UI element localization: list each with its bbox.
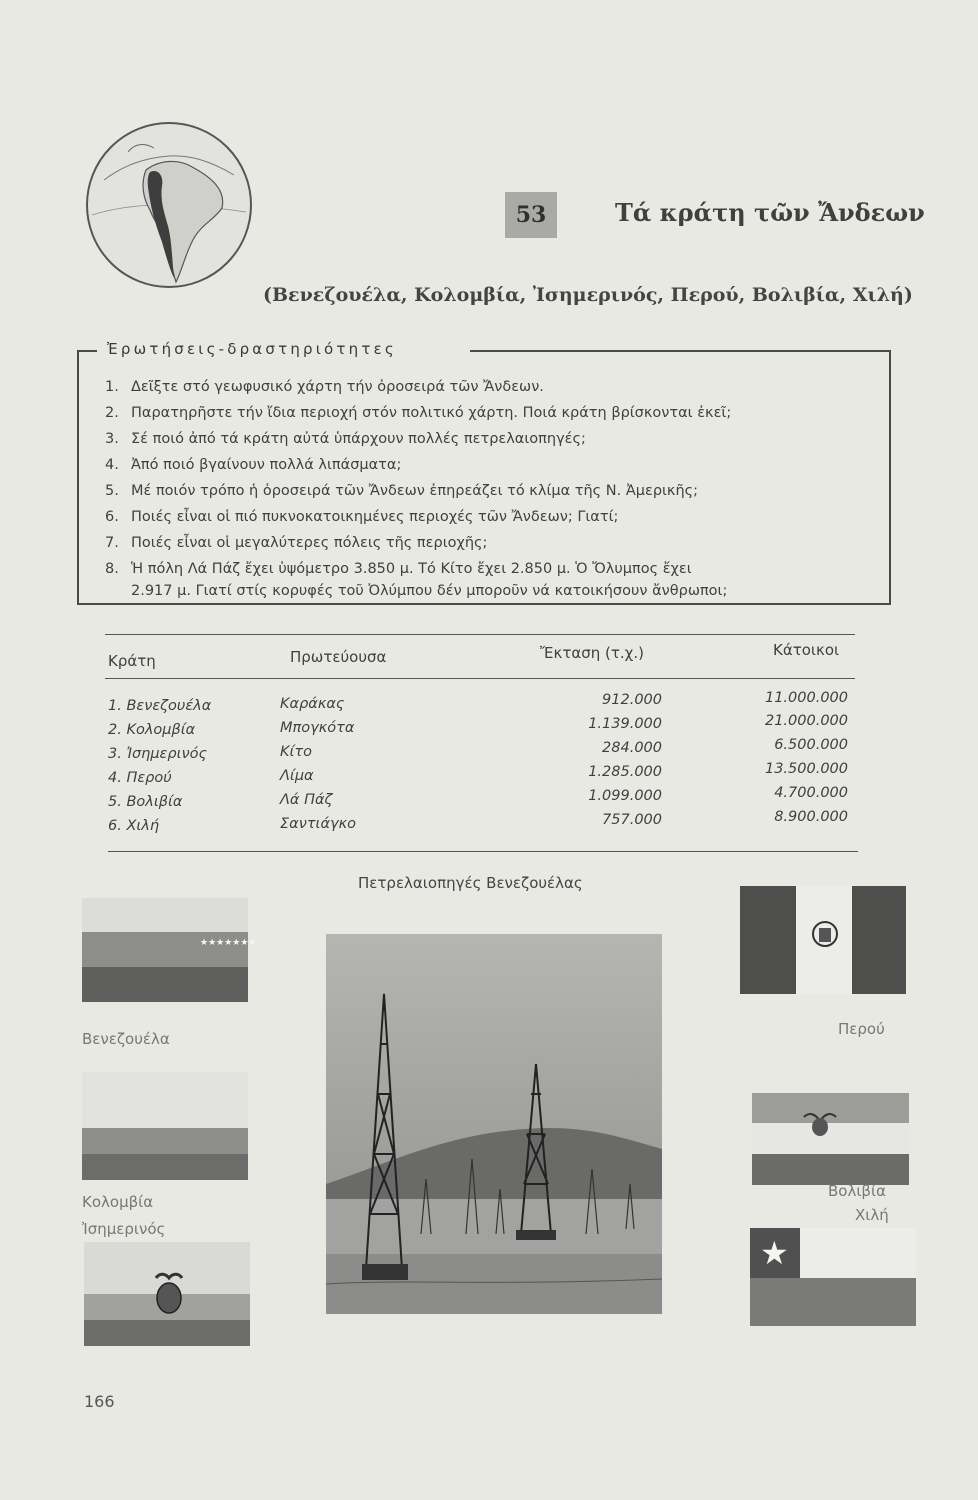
question-item: 8. Ἡ πόλη Λά Πάζ ἔχει ὑψόμετρο 3.850 μ. Τό Κίτο ἔχει 2.850 μ. Ὁ Ὄλυμπος ἔχει	[105, 561, 692, 577]
table-cell-capital: Κίτο	[280, 744, 313, 760]
table-bottom-rule	[108, 851, 858, 852]
table-cell-population: 4.700.000	[774, 785, 848, 801]
table-cell-state: 3. Ἰσημερινός	[108, 746, 207, 762]
table-cell-area: 284.000	[602, 740, 662, 756]
table-cell-capital: Σαντιάγκο	[280, 816, 357, 832]
question-item: 4. Ἀπό ποιό βγαίνουν πολλά λιπάσματα;	[105, 457, 402, 473]
questions-box-border	[470, 350, 889, 352]
coat-of-arms-icon	[810, 914, 840, 954]
table-cell-capital: Καράκας	[280, 696, 345, 712]
table-header-rule	[105, 678, 855, 679]
peru-flag	[740, 886, 906, 994]
table-cell-capital: Μπογκότα	[280, 720, 355, 736]
table-cell-area: 1.285.000	[588, 764, 662, 780]
question-item: 2. Παρατηρῆστε τήν ἴδια περιοχή στόν πολιτικό χάρτη. Ποιά κράτη βρίσκονται ἐκεῖ;	[105, 405, 732, 421]
question-item: 2.917 μ. Γιατί στίς κορυφές τοῦ Ὀλύμπου δέν μποροῦν νά κατοικήσουν ἄνθρωποι;	[131, 583, 728, 599]
question-item: 7. Ποιές εἶναι οἱ μεγαλύτερες πόλεις τῆς περιοχῆς;	[105, 535, 488, 551]
table-cell-population: 13.500.000	[764, 761, 848, 777]
table-cell-capital: Λά Πάζ	[280, 792, 333, 808]
photo-caption: Πετρελαιοπηγές Βενεζουέλας	[358, 874, 583, 892]
flag-caption-bolivia: Βολιβία	[828, 1182, 886, 1200]
question-item: 5. Μέ ποιόν τρόπο ἡ ὀροσειρά τῶν Ἄνδεων ἐπηρεάζει τό κλίμα τῆς Ν. Ἀμερικῆς;	[105, 483, 699, 499]
table-header-population: Κάτοικοι	[773, 641, 840, 659]
coat-of-arms-icon	[800, 1107, 840, 1141]
table-top-rule	[105, 634, 855, 635]
table-cell-state: 6. Χιλή	[108, 818, 160, 834]
flag-caption-peru: Περού	[838, 1020, 885, 1038]
page-number: 166	[84, 1392, 115, 1411]
table-cell-state: 2. Κολομβία	[108, 722, 196, 738]
table-cell-area: 1.099.000	[588, 788, 662, 804]
chapter-subtitle: (Βενεζουέλα, Κολομβία, Ἰσημερινός, Περού, Βολιβία, Χιλή)	[263, 284, 913, 306]
question-item: 1. Δεῖξτε στό γεωφυσικό χάρτη τήν ὀροσειρά τῶν Ἄνδεων.	[105, 379, 544, 395]
table-cell-state: 4. Περού	[108, 770, 172, 786]
question-item: 6. Ποιές εἶναι οἱ πιό πυκνοκατοικημένες περιοχές τῶν Ἄνδεων; Γιατί;	[105, 509, 619, 525]
chile-flag	[750, 1228, 916, 1326]
south-america-globe-map	[84, 120, 254, 290]
flag-caption-ecuador: Ἰσημερινός	[82, 1220, 166, 1238]
colombia-flag	[82, 1072, 248, 1180]
questions-heading: Ἐρωτήσεις-δραστηριότητες	[103, 340, 401, 358]
venezuela-flag	[82, 898, 257, 1002]
table-cell-state: 1. Βενεζουέλα	[108, 698, 212, 714]
table-header-area: Ἔκταση (τ.χ.)	[540, 644, 644, 662]
chapter-number: 53	[505, 192, 557, 238]
star-icon: ★★★★★★★	[200, 938, 257, 948]
table-cell-state: 5. Βολιβία	[108, 794, 183, 810]
questions-box-border	[77, 350, 97, 352]
flag-caption-colombia: Κολομβία	[82, 1193, 154, 1211]
table-cell-population: 11.000.000	[764, 690, 848, 706]
table-cell-population: 21.000.000	[764, 713, 848, 729]
table-cell-capital: Λίμα	[280, 768, 314, 784]
star-icon: ★	[760, 1234, 789, 1272]
table-header-state: Κράτη	[108, 652, 156, 670]
ecuador-flag	[84, 1242, 250, 1346]
table-header-capital: Πρωτεύουσα	[290, 648, 387, 666]
oil-wells-photo	[326, 934, 662, 1314]
question-item: 3. Σέ ποιό ἀπό τά κράτη αὐτά ὑπάρχουν πολλές πετρελαιοπηγές;	[105, 431, 586, 447]
table-cell-population: 8.900.000	[774, 809, 848, 825]
chapter-title: Τά κράτη τῶν Ἄνδεων	[615, 198, 925, 227]
coat-of-arms-icon	[150, 1270, 188, 1316]
table-cell-area: 757.000	[602, 812, 662, 828]
table-cell-area: 912.000	[602, 692, 662, 708]
table-cell-area: 1.139.000	[588, 716, 662, 732]
flag-caption-venezuela: Βενεζουέλα	[82, 1030, 170, 1048]
bolivia-flag	[752, 1093, 909, 1185]
table-cell-population: 6.500.000	[774, 737, 848, 753]
flag-caption-chile: Χιλή	[855, 1206, 889, 1224]
